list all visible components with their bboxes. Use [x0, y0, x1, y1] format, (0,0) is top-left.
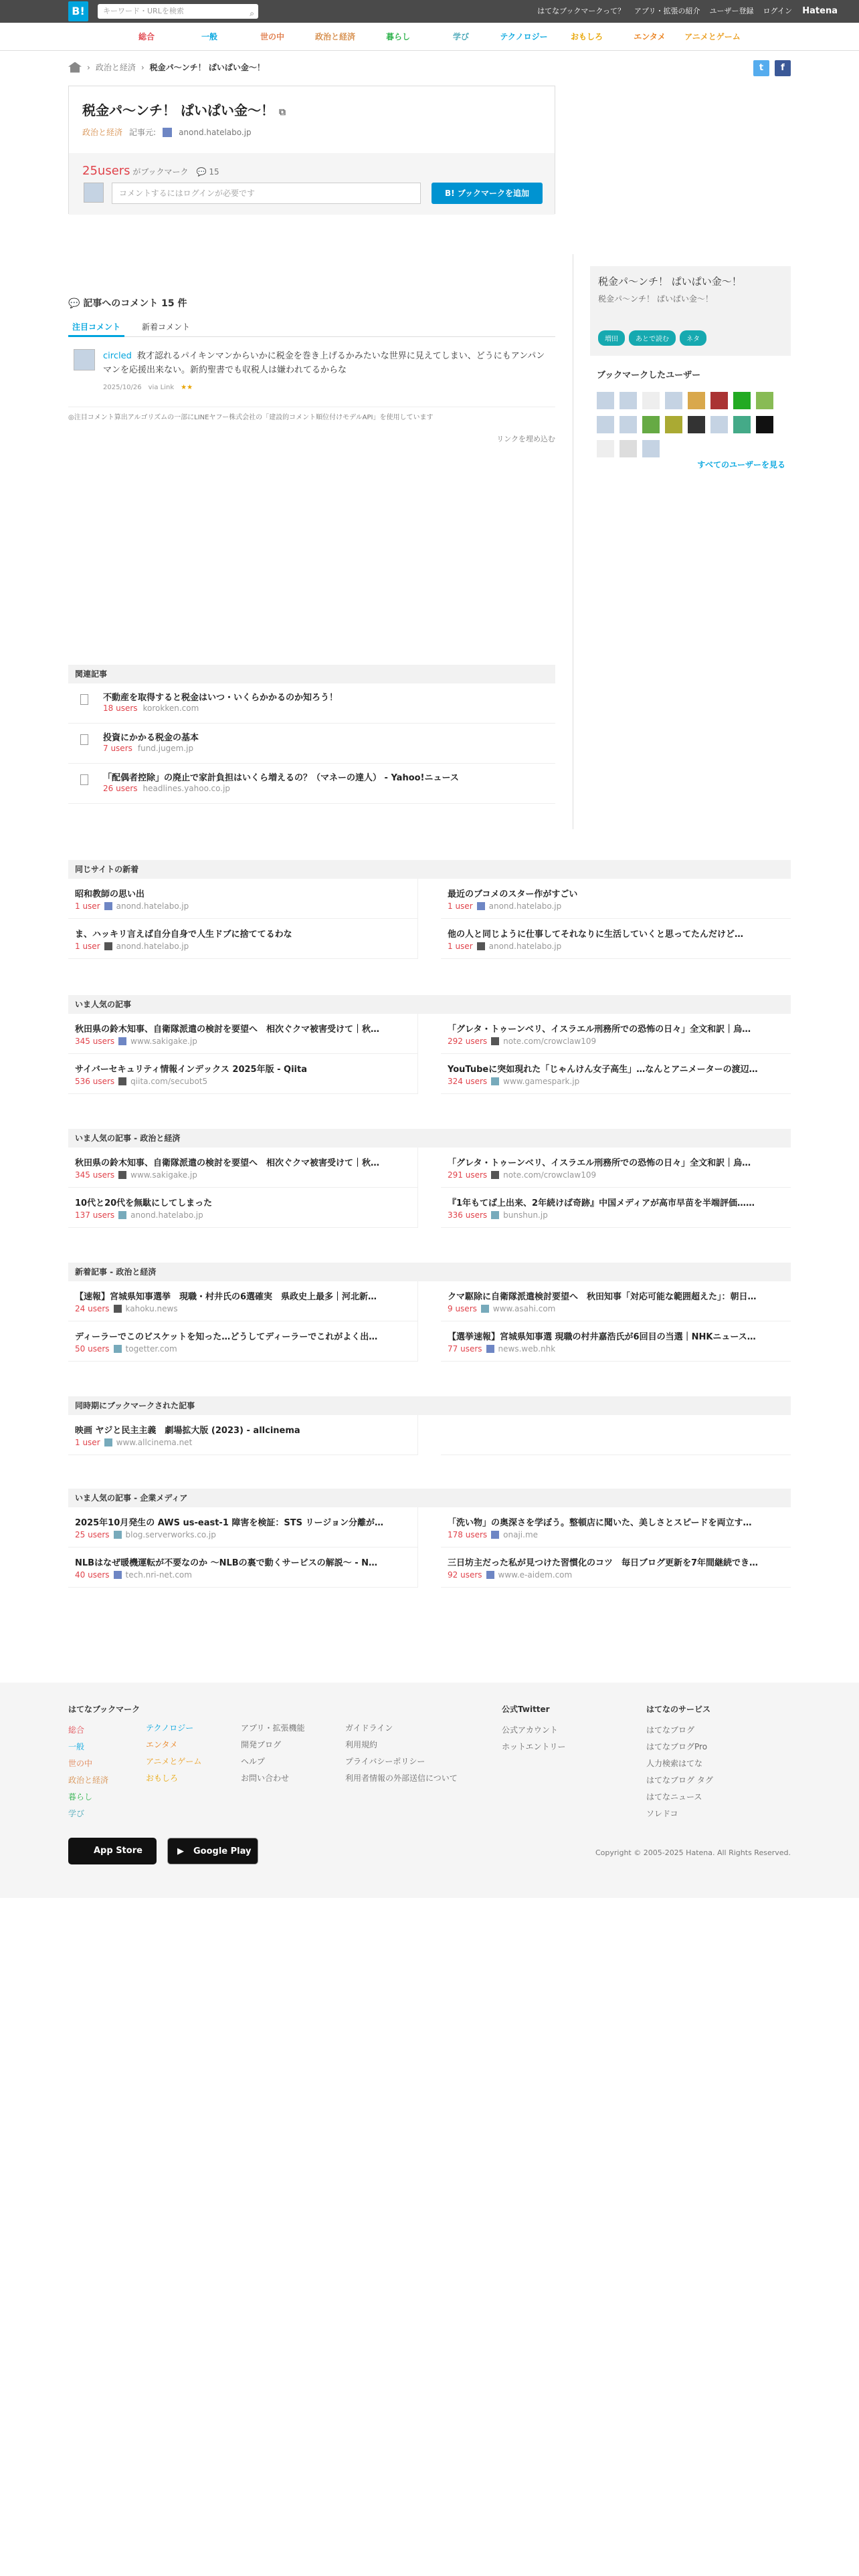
article-site[interactable]: togetter.com — [125, 1344, 177, 1354]
comment-user[interactable]: circled — [103, 351, 132, 361]
top-bar — [0, 0, 859, 23]
site-favicon-icon — [491, 1077, 499, 1085]
breadcrumb-current: 税金パ〜ンチ！ ぱいぱい金〜！ — [149, 63, 265, 72]
section-heading: いま人気の記事 - 企業メディア — [68, 1489, 791, 1507]
avatar[interactable] — [74, 349, 95, 370]
article-site[interactable]: www.allcinema.net — [116, 1438, 193, 1447]
article-card[interactable] — [441, 1321, 791, 1362]
site-favicon-icon — [481, 1305, 489, 1313]
article-site[interactable]: tech.nri-net.com — [125, 1570, 192, 1580]
site-favicon-icon — [491, 1171, 499, 1179]
article-users[interactable]: 77 users — [448, 1344, 482, 1354]
article-title[interactable]: ディーラーでこのビスケットを知った…どうしてディーラーでこれがよく出… — [75, 1332, 378, 1342]
article-users[interactable]: 1 user — [448, 901, 473, 911]
category-4[interactable]: 暮らし — [385, 32, 410, 41]
article-title[interactable]: 秋田県の鈴木知事、自衛隊派遣の検討を要望へ 相次ぐクマ被害受けて｜秋… — [75, 1025, 380, 1035]
article-card[interactable] — [68, 1148, 418, 1188]
article-card[interactable] — [441, 1547, 791, 1588]
entry-box — [68, 86, 555, 214]
user-avatar[interactable] — [733, 392, 751, 409]
comment-input[interactable]: コメントするにはログインが必要です — [112, 183, 421, 204]
google-play-button[interactable]: ▶ Google Play — [167, 1838, 258, 1864]
home-icon[interactable] — [68, 62, 82, 73]
tag[interactable]: あとで読む — [629, 330, 676, 346]
article-title[interactable]: サイバーセキュリティ情報インデックス 2025年版 - Qiita — [75, 1065, 307, 1075]
algorithm-note: ◎注目コメント算出アルゴリズムの一部にLINEヤフー株式会社の「建設的コメント順位付けモデルAPI」を使用しています — [68, 407, 555, 421]
site-favicon-icon — [477, 942, 485, 950]
article-title[interactable]: 「洗い物」の奥深さを学ぼう。整頓店に聞いた、美しさとスピードを両立す… — [448, 1518, 752, 1528]
footer-link[interactable]: エンタメ — [146, 1740, 178, 1749]
article-card[interactable] — [68, 919, 418, 959]
comment-icon: 💬 — [68, 298, 80, 309]
footer-link[interactable]: おもしろ — [146, 1774, 179, 1783]
article-users[interactable]: 1 user — [75, 1438, 100, 1447]
footer-link[interactable]: はてなブログPro — [646, 1742, 708, 1751]
star-icon[interactable]: ★★ — [181, 384, 193, 391]
user-avatar[interactable] — [642, 440, 660, 457]
comment-tabs — [68, 320, 555, 337]
article-site[interactable]: anond.hatelabo.jp — [116, 901, 189, 911]
link-login[interactable]: ログイン — [763, 7, 792, 15]
embed-link[interactable]: リンクを埋め込む — [496, 435, 555, 443]
section-1 — [68, 995, 791, 1094]
user-avatar[interactable] — [619, 392, 637, 409]
twitter-icon[interactable]: t — [753, 60, 769, 76]
site-favicon-icon — [104, 902, 112, 910]
related-heading: 関連記事 — [68, 665, 555, 683]
article-site[interactable]: bunshun.jp — [503, 1210, 548, 1220]
related-site[interactable]: fund.jugem.jp — [137, 744, 194, 753]
site-favicon-icon — [486, 1571, 494, 1579]
user-avatar[interactable] — [619, 440, 637, 457]
article-title[interactable]: 昭和教師の思い出 — [75, 889, 145, 899]
article-card[interactable] — [68, 1415, 418, 1455]
article-title[interactable]: 2025年10月発生の AWS us-east-1 障害を検証：STS リージョン分離が… — [75, 1518, 383, 1528]
article-title[interactable]: YouTubeに突如現れた「じゃんけん女子高生」…なんとアニメーターの渡辺… — [448, 1065, 758, 1075]
site-favicon-icon — [118, 1171, 126, 1179]
section-heading: 同じサイトの新着 — [68, 860, 791, 879]
bookmarked-users — [597, 392, 791, 460]
copyright: Copyright © 2005-2025 Hatena. All Rights Reserved. — [595, 1848, 791, 1857]
category-5[interactable]: 学び — [452, 32, 469, 41]
article-users[interactable]: 324 users — [448, 1077, 488, 1086]
article-site[interactable]: blog.serverworks.co.jp — [125, 1530, 216, 1539]
article-site[interactable]: www.e-aidem.com — [498, 1570, 573, 1580]
article-title[interactable]: 10代と20代を無駄にしてしまった — [75, 1198, 213, 1208]
user-avatar[interactable] — [688, 416, 705, 433]
category-7[interactable]: おもしろ — [570, 32, 603, 41]
section-4 — [68, 1396, 791, 1455]
article-users[interactable]: 25 users — [75, 1530, 110, 1539]
section-3 — [68, 1263, 791, 1362]
category-0[interactable]: 総合 — [138, 32, 155, 41]
article-card[interactable] — [68, 879, 418, 919]
add-bookmark-button[interactable]: B! ブックマークを追加 — [432, 183, 543, 204]
section-heading: いま人気の記事 - 政治と経済 — [68, 1129, 791, 1148]
article-users[interactable]: 336 users — [448, 1210, 488, 1220]
article-title[interactable]: クマ駆除に自衛隊派遣検討要望へ 秋田知事「対応可能な範囲超えた」：朝日… — [448, 1292, 757, 1302]
section-heading: 新着記事 - 政治と経済 — [68, 1263, 791, 1281]
user-avatar[interactable] — [642, 416, 660, 433]
user-count[interactable]: 25users — [82, 164, 130, 178]
comment-icon: 💬 — [196, 167, 207, 177]
article-users[interactable]: 40 users — [75, 1570, 110, 1580]
article-title[interactable]: NLBはなぜ暖機運転が不要なのか ～NLBの裏で動くサービスの解説～ - N… — [75, 1558, 377, 1568]
footer-link[interactable]: アニメとゲーム — [146, 1757, 202, 1766]
footer-link[interactable]: はてなニュース — [646, 1792, 702, 1802]
related-site[interactable]: korokken.com — [142, 704, 199, 713]
user-avatar[interactable] — [756, 392, 773, 409]
user-avatar[interactable] — [665, 416, 682, 433]
footer-link[interactable]: 利用者情報の外部送信について — [345, 1774, 458, 1783]
article-card[interactable] — [68, 1188, 418, 1228]
site-favicon-icon — [118, 1077, 126, 1085]
footer-link[interactable]: 人力検索はてな — [646, 1759, 703, 1768]
article-card[interactable] — [441, 919, 791, 959]
play-icon: ▶ — [177, 1846, 184, 1856]
article-title[interactable]: 秋田県の鈴木知事、自衛隊派遣の検討を要望へ 相次ぐクマ被害受けて｜秋… — [75, 1158, 380, 1168]
section-heading: 同時期にブックマークされた記事 — [68, 1396, 791, 1415]
share-buttons — [753, 60, 791, 76]
empty-card — [441, 1415, 791, 1455]
article-site[interactable]: www.sakigake.jp — [130, 1037, 197, 1046]
entry-source[interactable]: anond.hatelabo.jp — [179, 127, 252, 137]
footer-col-apps — [241, 1720, 305, 1787]
article-site[interactable]: note.com/crowclaw109 — [503, 1037, 597, 1046]
article-site[interactable]: qiita.com/secubot5 — [130, 1077, 208, 1086]
user-avatar[interactable] — [597, 392, 614, 409]
link-apps[interactable]: アプリ・拡張の紹介 — [634, 7, 700, 15]
related-site[interactable]: headlines.yahoo.co.jp — [142, 784, 231, 793]
document-icon — [80, 774, 88, 785]
user-avatar[interactable] — [642, 392, 660, 409]
bookmarked-users-heading: ブックマークしたユーザー — [597, 370, 701, 381]
article-title[interactable]: 「グレタ・トゥーンベリ、イスラエル刑務所での恐怖の日々」全文和訳｜烏… — [448, 1025, 751, 1035]
site-favicon-icon — [104, 942, 112, 950]
article-title[interactable]: 『1年もてば上出来、2年続けば奇跡』中国メディアが高市早苗を半端評価…… — [448, 1198, 755, 1208]
user-avatar[interactable] — [665, 392, 682, 409]
article-site[interactable]: www.gamespark.jp — [503, 1077, 580, 1086]
footer-link[interactable]: 開発ブログ — [241, 1740, 282, 1749]
article-users[interactable]: 50 users — [75, 1344, 110, 1354]
site-favicon-icon — [118, 1211, 126, 1219]
site-favicon-icon — [114, 1571, 122, 1579]
footer-link[interactable]: アプリ・拡張機能 — [241, 1723, 305, 1733]
site-favicon-icon — [477, 902, 485, 910]
user-avatar[interactable] — [733, 416, 751, 433]
related-title[interactable]: 不動産を取得すると税金はいつ・いくらかかるのか知ろう！ — [103, 693, 339, 703]
article-site[interactable]: anond.hatelabo.jp — [488, 942, 562, 951]
article-card[interactable] — [441, 879, 791, 919]
article-card[interactable] — [441, 1054, 791, 1094]
hatena-bookmark-logo[interactable]: B! — [68, 1, 88, 21]
article-users[interactable]: 92 users — [448, 1570, 482, 1580]
footer-link[interactable]: 公式アカウント — [502, 1725, 558, 1735]
search-icon[interactable]: ⌕ — [250, 9, 254, 18]
article-card[interactable] — [68, 1547, 418, 1588]
article-site[interactable]: www.sakigake.jp — [130, 1170, 197, 1180]
article-card[interactable] — [68, 1014, 418, 1054]
footer — [0, 1683, 859, 1898]
breadcrumb: › 政治と経済 › 税金パ〜ンチ！ ぱいぱい金〜！ — [68, 62, 265, 73]
hatena-logo[interactable]: Hatena — [802, 6, 838, 16]
footer-link[interactable]: はてなブログ タグ — [646, 1776, 713, 1785]
article-users[interactable]: 536 users — [75, 1077, 115, 1086]
tab-recent[interactable]: 新着コメント — [142, 322, 191, 332]
comment-link[interactable]: via Link — [148, 384, 175, 391]
user-avatar[interactable] — [619, 416, 637, 433]
category-8[interactable]: エンタメ — [634, 32, 666, 41]
entry-title[interactable]: 税金パ〜ンチ！ ぱいぱい金〜！ ⧉ — [82, 102, 286, 118]
user-avatar[interactable] — [756, 416, 773, 433]
footer-link[interactable]: お問い合わせ — [241, 1774, 290, 1783]
footer-link[interactable]: 総合 — [68, 1725, 85, 1735]
facebook-icon[interactable]: f — [775, 60, 791, 76]
article-card[interactable] — [68, 1321, 418, 1362]
site-favicon-icon — [163, 128, 172, 137]
category-nav — [0, 23, 859, 51]
footer-link[interactable]: 一般 — [68, 1742, 85, 1751]
footer-link[interactable]: ヘルプ — [241, 1757, 266, 1766]
entry-category[interactable]: 政治と経済 — [82, 128, 123, 137]
footer-link[interactable]: 暮らし — [68, 1792, 93, 1802]
footer-link[interactable]: 世の中 — [68, 1759, 93, 1768]
related-articles — [68, 665, 555, 804]
tag-list — [598, 330, 706, 346]
article-card[interactable] — [441, 1507, 791, 1547]
comment-count: 15 — [209, 167, 219, 177]
comments-heading: 💬 記事へのコメント 15 件 — [68, 298, 187, 309]
footer-link[interactable]: ソレドコ — [646, 1809, 678, 1818]
site-favicon-icon — [114, 1345, 122, 1353]
article-site[interactable]: kahoku.news — [125, 1304, 178, 1313]
site-favicon-icon — [114, 1531, 122, 1539]
article-users[interactable]: 9 users — [448, 1304, 477, 1313]
related-users[interactable]: 26 users — [103, 784, 138, 793]
related-title[interactable]: 投資にかかる税金の基本 — [103, 733, 199, 743]
footer-link[interactable]: ホットエントリー — [502, 1742, 566, 1751]
site-favicon-icon — [114, 1305, 122, 1313]
article-title[interactable]: 最近のブコメのスター作がすごい — [448, 889, 578, 899]
related-item[interactable] — [68, 683, 555, 724]
article-users[interactable]: 345 users — [75, 1037, 115, 1046]
article-title[interactable]: 他の人と同じように仕事してそれなりに生活していくと思ってたんだけど… — [448, 930, 744, 940]
tag[interactable]: ネタ — [680, 330, 706, 346]
related-item[interactable] — [68, 724, 555, 764]
search-input[interactable]: キーワード・URLを検索 ⌕ — [98, 4, 258, 19]
user-avatar[interactable] — [688, 392, 705, 409]
section-2 — [68, 1129, 791, 1228]
article-users[interactable]: 291 users — [448, 1170, 488, 1180]
article-card[interactable] — [441, 1014, 791, 1054]
section-5 — [68, 1489, 791, 1588]
avatar — [84, 183, 104, 203]
article-card[interactable] — [68, 1054, 418, 1094]
article-users[interactable]: 178 users — [448, 1530, 488, 1539]
entry-meta: 政治と経済 記事元: anond.hatelabo.jp — [82, 127, 252, 137]
document-icon — [80, 694, 88, 705]
article-title[interactable]: 三日坊主だった私が見つけた習慣化のコツ 毎日ブログ更新を7年間継続でき… — [448, 1558, 759, 1568]
link-register[interactable]: ユーザー登録 — [709, 7, 754, 15]
comment-date[interactable]: 2025/10/26 — [103, 384, 142, 391]
entry-actions: 25users がブックマーク 💬 15 コメントするにはログインが必要です B! ブックマークを追加 — [69, 153, 555, 215]
article-card[interactable] — [68, 1281, 418, 1321]
article-card[interactable] — [441, 1148, 791, 1188]
external-link-icon[interactable]: ⧉ — [278, 107, 286, 118]
category-9[interactable]: アニメとゲーム — [684, 32, 741, 41]
article-title[interactable]: ま、ハッキリ言えば自分自身で人生ドブに捨ててるわな — [75, 930, 292, 940]
user-avatar[interactable] — [597, 440, 614, 457]
footer-categories-2 — [146, 1720, 201, 1787]
footer-services-col: はてなのサービス はてなブログ はてなブログPro 人力検索はてな はてなブログ タグ はてなニュース ソレドコ — [646, 1701, 713, 1822]
footer-link[interactable]: プライバシーポリシー — [345, 1757, 425, 1766]
footer-bookmark-col: はてなブックマーク 総合 一般 世の中 政治と経済 暮らし 学び — [68, 1701, 140, 1822]
article-site[interactable]: onaji.me — [503, 1530, 539, 1539]
footer-link[interactable]: テクノロジー — [146, 1723, 194, 1733]
tag[interactable]: 増田 — [598, 330, 625, 346]
article-users[interactable]: 137 users — [75, 1210, 115, 1220]
section-0 — [68, 860, 791, 959]
footer-twitter-col: 公式Twitter 公式アカウント ホットエントリー — [502, 1701, 566, 1755]
article-users[interactable]: 1 user — [448, 942, 473, 951]
related-users[interactable]: 7 users — [103, 744, 132, 753]
related-users[interactable]: 18 users — [103, 704, 138, 713]
article-users[interactable]: 345 users — [75, 1170, 115, 1180]
article-users[interactable]: 1 user — [75, 901, 100, 911]
site-favicon-icon — [118, 1037, 126, 1045]
footer-link[interactable]: 利用規約 — [345, 1740, 378, 1749]
footer-link[interactable]: ガイドライン — [345, 1723, 393, 1733]
site-favicon-icon — [486, 1345, 494, 1353]
sidebar-title[interactable]: 税金パ〜ンチ！ ぱいぱい金〜！ — [598, 276, 742, 288]
category-1[interactable]: 一般 — [201, 32, 217, 41]
article-site[interactable]: anond.hatelabo.jp — [130, 1210, 203, 1220]
user-avatar[interactable] — [710, 416, 728, 433]
article-title[interactable]: 「グレタ・トゥーンベリ、イスラエル刑務所での恐怖の日々」全文和訳｜烏… — [448, 1158, 751, 1168]
section-heading: いま人気の記事 — [68, 995, 791, 1014]
link-about[interactable]: はてなブックマークって？ — [537, 7, 625, 15]
category-6[interactable]: テクノロジー — [500, 32, 548, 41]
top-links — [537, 0, 792, 23]
user-avatar[interactable] — [597, 416, 614, 433]
article-users[interactable]: 24 users — [75, 1304, 110, 1313]
article-site[interactable]: note.com/crowclaw109 — [503, 1170, 597, 1180]
category-3[interactable]: 政治と経済 — [314, 32, 355, 41]
app-store-button[interactable]: App Store — [68, 1838, 157, 1864]
sidebar-subtitle: 税金パ〜ンチ！ ぱいぱい金〜！ — [598, 294, 713, 304]
category-2[interactable]: 世の中 — [260, 32, 284, 41]
footer-link[interactable]: はてなブログ — [646, 1725, 695, 1735]
related-item[interactable] — [68, 764, 555, 804]
article-card[interactable] — [441, 1188, 791, 1228]
article-site[interactable]: www.asahi.com — [492, 1304, 556, 1313]
footer-link[interactable]: 政治と経済 — [68, 1776, 109, 1785]
article-card[interactable] — [441, 1281, 791, 1321]
site-favicon-icon — [491, 1531, 499, 1539]
footer-link[interactable]: 学び — [68, 1809, 85, 1818]
article-title[interactable]: 【速報】宮城県知事選挙 現職・村井氏の6選確実 県政史上最多｜河北新… — [75, 1292, 377, 1302]
footer-col-guidelines — [345, 1720, 458, 1787]
breadcrumb-category[interactable]: 政治と経済 — [95, 63, 136, 72]
all-users-link[interactable]: すべてのユーザーを見る — [697, 460, 785, 469]
article-card[interactable] — [68, 1507, 418, 1547]
comment-text: 救才認れるパイキンマンからいかに税金を巻き上げるかみたいな世界に見えてしまい、どうにもアンパンマンを応援出来ない。新約聖書でも収税人は嫌われてるからな — [103, 351, 545, 375]
article-users[interactable]: 292 users — [448, 1037, 488, 1046]
tab-featured[interactable]: 注目コメント — [68, 320, 124, 337]
site-favicon-icon — [104, 1438, 112, 1446]
site-favicon-icon — [491, 1211, 499, 1219]
user-avatar[interactable] — [710, 392, 728, 409]
article-site[interactable]: news.web.nhk — [498, 1344, 556, 1354]
related-title[interactable]: 「配偶者控除」の廃止で家計負担はいくら増えるの？（マネーの達人） - Yahoo!ニュース — [103, 773, 459, 783]
article-site[interactable]: anond.hatelabo.jp — [488, 901, 562, 911]
document-icon — [80, 734, 88, 745]
article-site[interactable]: anond.hatelabo.jp — [116, 942, 189, 951]
article-title[interactable]: 映画 ヤジと民主主義 劇場拡大版 (2023) - allcinema — [75, 1426, 300, 1436]
site-favicon-icon — [491, 1037, 499, 1045]
article-users[interactable]: 1 user — [75, 942, 100, 951]
article-title[interactable]: 【選挙速報】宮城県知事選 現職の村井嘉浩氏が6回目の当選｜NHKニュース… — [448, 1332, 756, 1342]
sidebar-entry-card — [590, 266, 791, 356]
